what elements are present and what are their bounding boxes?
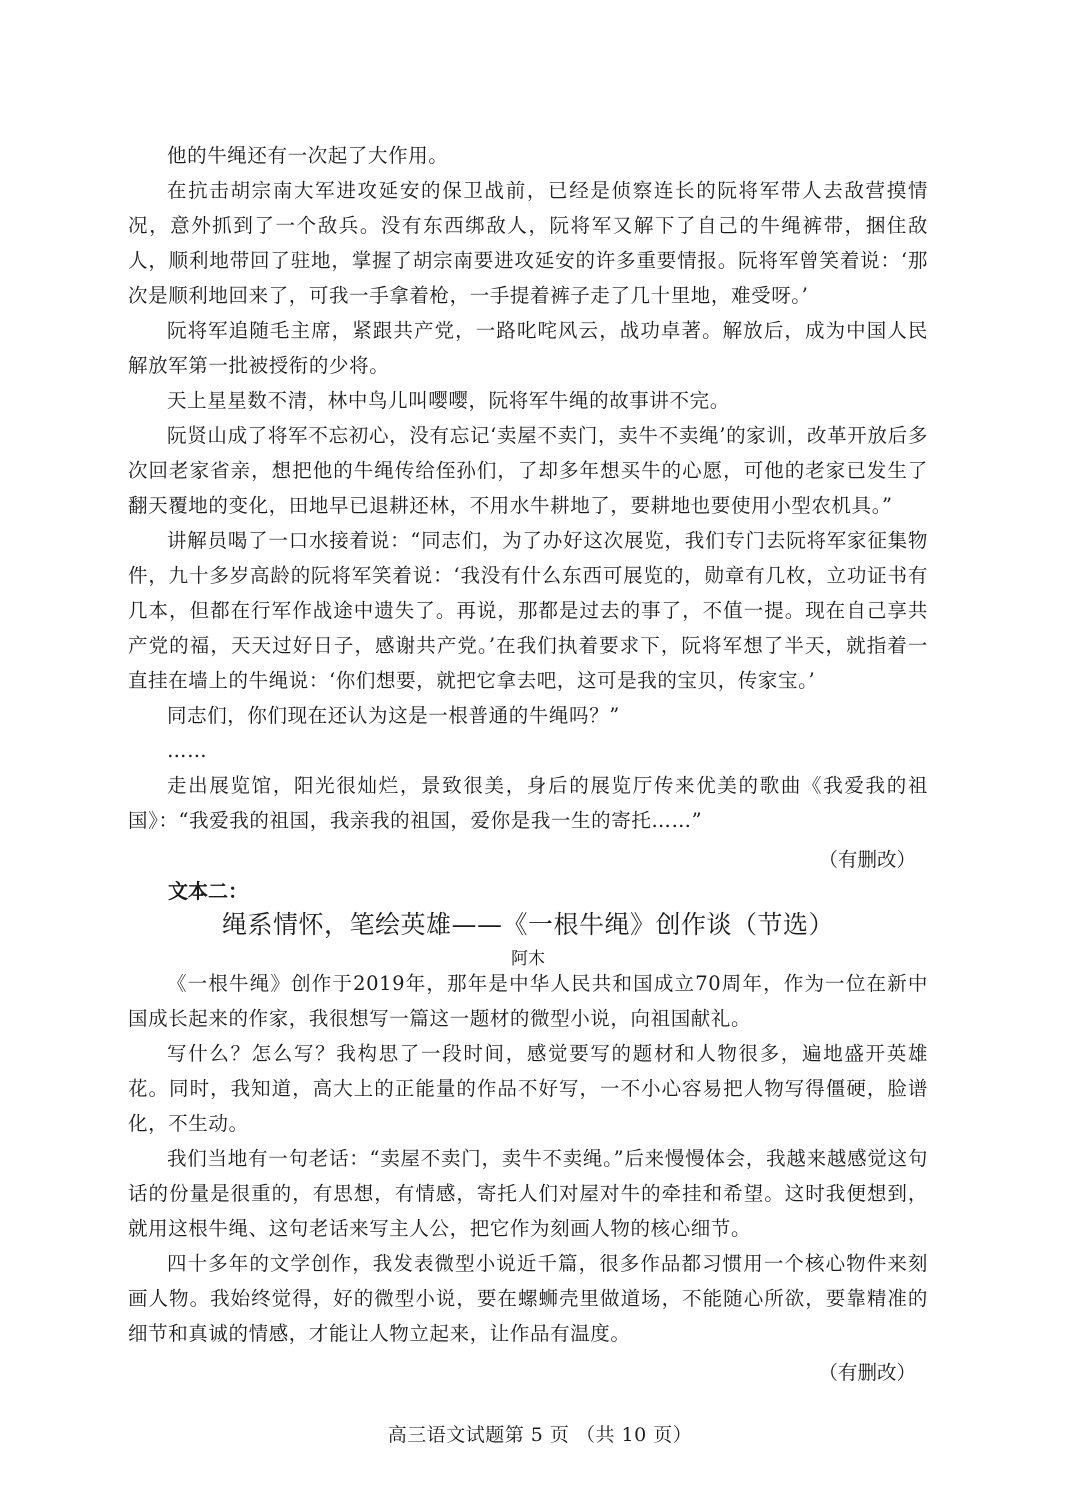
paragraph: 在抗击胡宗南大军进攻延安的保卫战前，已经是侦察连长的阮将军带人去敌营摸情况，意外抓到了一个敌兵。没有东西绑敌人，阮将军又解下了自己的牛绳裤带，捆住敌人，顺利地带回了驻地，掌握了胡宗南要进攻延安的许多重要情报。阮将军曾笑着说：‘那次是顺利地回来了，可我一手拿着枪，一手提着裤子走了几十里地，难受呀。’ [128,179,928,307]
article-author: 阿木 [511,949,545,969]
page-footer: 高三语文试题第 5 页 （共 10 页） [387,1424,693,1446]
paragraph: 阮将军追随毛主席，紧跟共产党，一路叱咤风云，战功卓著。解放后，成为中国人民解放军第一批被授衔的少将。 [128,319,928,377]
paragraph: 讲解员喝了一口水接着说：“同志们，为了办好这次展览，我们专门去阮将军家征集物件，九十多岁高龄的阮将军笑着说：‘我没有什么东西可展览的，勋章有几枚，立功证书有几本，但都在行军作战途中遗失了。再说，那都是过去的事了，不值一提。现在自己享共产党的福，天天过好日子，感谢共产党。’在我们执着要求下，阮将军想了半天，就指着一直挂在墙上的牛绳说：‘你们想要，就把它拿去吧，这可是我的宝贝，传家宝。’ [128,529,928,692]
revision-note: （有删改） [818,1361,916,1384]
revision-note: （有删改） [818,848,916,871]
paragraph: 《一根牛绳》创作于2019年，那年是中华人民共和国成立70周年，作为一位在新中国成长起来的作家，我很想写一篇这一题材的微型小说，向祖国献礼。 [128,972,928,1030]
paragraph: 他的牛绳还有一次起了大作用。 [167,144,449,167]
paragraph: 写什么？怎么写？我构思了一段时间，感觉要写的题材和人物很多，遍地盛开英雄花。同时，我知道，高大上的正能量的作品不好写，一不小心容易把人物写得僵硬，脸谱化，不生动。 [128,1042,928,1135]
paragraph: 走出展览馆，阳光很灿烂，景致很美，身后的展览厅传来优美的歌曲《我爱我的祖国》：“我爱我的祖国，我亲我的祖国，爱你是我一生的寄托……” [128,774,928,832]
text-two-body [128,966,928,1390]
paragraph: 四十多年的文学创作，我发表微型小说近千篇，很多作品都习惯用一个核心物件来刻画人物。我始终觉得，好的微型小说，要在螺蛳壳里做道场，不能随心所欲，要靠精准的细节和真诚的情感，才能让人物立起来，让作品有温度。 [128,1252,928,1345]
article-title: 绳系情怀，笔绘英雄——《一根牛绳》创作谈（节选） [221,910,834,939]
ellipsis-line: …… [167,739,208,762]
text-one-body [128,138,928,877]
paragraph: 我们当地有一句老话：“卖屋不卖门，卖牛不卖绳。”后来慢慢体会，我越来越感觉这句话的份量是很重的，有思想，有情感，寄托人们对屋对牛的牵挂和希望。这时我便想到，就用这根牛绳、这句老话来写主人公，把它作为刻画人物的核心细节。 [128,1147,928,1240]
paragraph: 同志们，你们现在还认为这是一根普通的牛绳吗？” [167,704,620,727]
section-label: 文本二： [168,879,248,903]
paragraph: 天上星星数不清，林中鸟儿叫嘤嘤，阮将军牛绳的故事讲不完。 [167,389,730,412]
paragraph: 阮贤山成了将军不忘初心，没有忘记‘卖屋不卖门，卖牛不卖绳’的家训，改革开放后多次回老家省亲，想把他的牛绳传给侄孙们，了却多年想买牛的心愿，可他的老家已发生了翻天覆地的变化，田地早已退耕还林，不用水牛耕地了，要耕地也要使用小型农机具。” [128,424,928,517]
